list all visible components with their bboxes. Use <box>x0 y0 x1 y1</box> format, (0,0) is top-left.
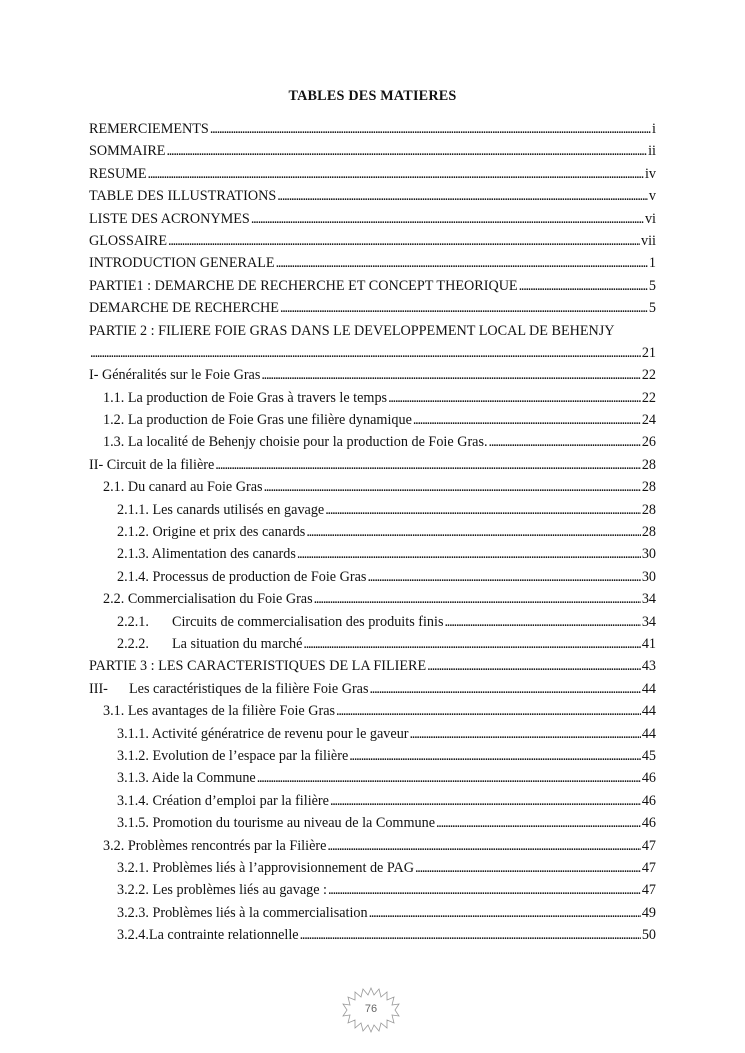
toc-entry-label: 3.1.5. Promotion du tourisme au niveau de la Commune <box>117 815 435 832</box>
toc-entry-page: v <box>648 188 656 205</box>
toc-entry-number: 2.2.2. <box>117 635 149 652</box>
dot-leader <box>166 140 647 162</box>
toc-entry-label: 3.2. Problèmes rencontrés par la Filière <box>103 837 327 854</box>
dot-leader <box>328 879 641 901</box>
toc-entry-label: 3.2.3. Problèmes liés à la commercialisation <box>117 904 368 921</box>
toc-entry-page: 5 <box>648 300 656 317</box>
toc-entry-page: vi <box>644 210 656 227</box>
toc-entry[interactable] <box>89 499 656 521</box>
toc-entry[interactable] <box>89 454 656 476</box>
toc-entry[interactable] <box>89 140 656 162</box>
toc-entry-label: 3.1. Les avantages de la filière Foie Gras <box>103 703 336 720</box>
toc-entry-label: 1.3. La localité de Behenjy choisie pour la production de Foie Gras. <box>103 434 488 451</box>
toc-entry[interactable] <box>89 163 656 185</box>
toc-entry-page: 47 <box>641 837 656 854</box>
toc-entry-page: vii <box>641 232 656 249</box>
toc-entry[interactable] <box>89 633 656 655</box>
toc-entry-label: 3.1.4. Création d’emploi par la filière <box>117 792 329 809</box>
toc-entry[interactable] <box>89 902 656 924</box>
dot-leader <box>330 790 641 812</box>
toc-entry-page: 24 <box>641 412 656 429</box>
toc-entry-label: Circuits de commercialisation des produits finis <box>172 613 444 630</box>
dot-leader <box>336 700 641 722</box>
toc-entry-page: 45 <box>641 747 656 764</box>
toc-entry-label: 2.2. Commercialisation du Foie Gras <box>103 591 313 608</box>
toc-entry[interactable] <box>89 387 656 409</box>
toc-entry-label: 3.2.1. Problèmes liés à l’approvisionnement de PAG <box>117 859 414 876</box>
toc-entry-label: 2.1.2. Origine et prix des canards <box>117 524 306 541</box>
toc-entry[interactable] <box>89 521 656 543</box>
dot-leader <box>277 185 648 207</box>
toc-entry[interactable] <box>89 700 656 722</box>
dot-leader <box>210 118 651 140</box>
toc-entry-page: 1 <box>648 255 656 272</box>
dot-leader <box>489 431 641 453</box>
toc-entry[interactable] <box>89 297 656 319</box>
dot-leader <box>370 678 641 700</box>
toc-entry-label: TABLE DES ILLUSTRATIONS <box>89 188 277 205</box>
toc-entry[interactable] <box>89 364 656 386</box>
dot-leader <box>303 633 640 655</box>
toc-entry[interactable] <box>89 230 656 252</box>
toc-entry-label: PARTIE1 : DEMARCHE DE RECHERCHE ET CONCEPT THEORIQUE <box>89 277 518 294</box>
toc-entry-label: 3.2.4.La contrainte relationnelle <box>117 927 299 944</box>
dot-leader <box>327 835 640 857</box>
dot-leader <box>90 342 641 364</box>
toc-entry[interactable] <box>89 275 656 297</box>
dot-leader <box>261 364 640 386</box>
toc-entry-label: SOMMAIRE <box>89 143 166 160</box>
toc-entry-label: 2.1. Du canard au Foie Gras <box>103 479 263 496</box>
dot-leader <box>369 902 641 924</box>
toc-entry-label: 3.1.1. Activité génératrice de revenu pour le gaveur <box>117 725 409 742</box>
dot-leader <box>410 723 641 745</box>
toc-entry[interactable] <box>89 320 656 365</box>
dot-leader <box>280 297 648 319</box>
toc-entry[interactable] <box>89 431 656 453</box>
dot-leader <box>148 163 644 185</box>
dot-leader <box>413 409 641 431</box>
toc-entry-label: 3.2.2. Les problèmes liés au gavage : <box>117 882 327 899</box>
toc-entry-label: REMERCIEMENTS <box>89 121 209 137</box>
dot-leader <box>251 208 644 230</box>
toc-entry-page: 47 <box>641 882 656 899</box>
toc-entry-label: 1.1. La production de Foie Gras à travers le temps <box>103 389 388 406</box>
dot-leader <box>444 611 640 633</box>
toc-entry-page: 28 <box>641 501 656 518</box>
toc-entry-page: iv <box>644 165 656 182</box>
dot-leader <box>325 499 641 521</box>
toc-entry-page: 46 <box>641 770 656 787</box>
dot-leader <box>215 454 641 476</box>
toc-title: TABLES DES MATIERES <box>288 88 457 104</box>
toc-entry[interactable] <box>89 543 656 565</box>
dot-leader <box>306 521 640 543</box>
toc-entry-page: 28 <box>641 479 656 496</box>
dot-leader <box>314 588 641 610</box>
toc-entry-label: PARTIE 2 : FILIERE FOIE GRAS DANS LE DEVELOPPEMENT LOCAL DE BEHENJY <box>89 322 615 339</box>
toc-entry-label: RESUME <box>89 165 147 182</box>
toc-entry-page: 34 <box>641 613 656 630</box>
toc-entry[interactable] <box>89 476 656 498</box>
toc-entry-page: 22 <box>641 389 656 406</box>
toc-entry-label: La situation du marché <box>172 635 303 652</box>
toc-entry-label: 1.2. La production de Foie Gras une filière dynamique <box>103 412 412 429</box>
toc-entry[interactable] <box>89 611 656 633</box>
toc-entry-label: GLOSSAIRE <box>89 232 168 249</box>
dot-leader <box>427 655 641 677</box>
toc-entry[interactable] <box>89 566 656 588</box>
dot-leader <box>349 745 641 767</box>
toc-entry-label: 3.1.2. Evolution de l’espace par la filière <box>117 747 349 764</box>
dot-leader <box>257 767 641 789</box>
toc-entry-page: 22 <box>641 367 656 384</box>
toc-entry-label: 2.1.4. Processus de production de Foie Gras <box>117 568 367 585</box>
toc-entry[interactable] <box>89 655 656 677</box>
toc-entry[interactable] <box>89 723 656 745</box>
dot-leader <box>276 252 648 274</box>
toc-entry-label: 3.1.3. Aide la Commune <box>117 770 256 787</box>
toc-entry-page: 28 <box>641 524 656 541</box>
dot-leader <box>300 924 641 946</box>
dot-leader <box>297 543 641 565</box>
toc-entry[interactable] <box>89 185 656 207</box>
page-number: 76 <box>364 1003 378 1015</box>
dot-leader <box>168 230 640 252</box>
toc-entry-number: 2.2.1. <box>117 613 149 630</box>
toc-entry-label: II- Circuit de la filière <box>89 456 215 473</box>
toc-entry-label: I- Généralités sur le Foie Gras <box>89 367 261 384</box>
toc-entry[interactable] <box>89 879 656 901</box>
table-of-contents <box>89 118 656 946</box>
toc-entry[interactable] <box>89 118 656 140</box>
page-number-badge <box>341 986 401 1034</box>
toc-entry-page: 50 <box>641 927 656 944</box>
toc-entry[interactable] <box>89 790 656 812</box>
toc-entry-page: 43 <box>641 658 656 675</box>
toc-entry[interactable] <box>89 208 656 230</box>
toc-entry[interactable] <box>89 924 656 946</box>
toc-entry[interactable] <box>89 767 656 789</box>
toc-entry-number: III- <box>89 680 108 697</box>
toc-entry[interactable] <box>89 409 656 431</box>
dot-leader <box>415 857 641 879</box>
toc-entry-page: 47 <box>641 859 656 876</box>
toc-entry-page: 21 <box>641 344 656 361</box>
toc-entry-label: LISTE DES ACRONYMES <box>89 210 250 227</box>
toc-entry[interactable] <box>89 745 656 767</box>
toc-entry-page: 41 <box>641 635 656 652</box>
dot-leader <box>519 275 648 297</box>
toc-entry-label: Les caractéristiques de la filière Foie Gras <box>129 680 369 697</box>
toc-entry[interactable] <box>89 588 656 610</box>
toc-entry[interactable] <box>89 678 656 700</box>
toc-entry-page: 30 <box>641 546 656 563</box>
dot-leader <box>388 387 641 409</box>
toc-entry[interactable] <box>89 252 656 274</box>
dot-leader <box>367 566 640 588</box>
toc-entry-page: 49 <box>641 904 656 921</box>
dot-leader <box>436 812 641 834</box>
toc-entry-page: 44 <box>641 725 656 742</box>
toc-entry-label: INTRODUCTION GENERALE <box>89 255 275 272</box>
toc-entry-page: ii <box>648 143 656 160</box>
toc-entry-page: 34 <box>641 591 656 608</box>
toc-entry[interactable] <box>89 835 656 857</box>
toc-entry[interactable] <box>89 857 656 879</box>
dot-leader <box>264 476 641 498</box>
toc-entry-page: 46 <box>641 792 656 809</box>
toc-entry-label: 2.1.3. Alimentation des canards <box>117 546 296 563</box>
toc-entry-page: i <box>652 121 656 137</box>
toc-entry-label: DEMARCHE DE RECHERCHE <box>89 300 279 317</box>
toc-entry[interactable] <box>89 812 656 834</box>
toc-entry-page: 46 <box>641 815 656 832</box>
toc-entry-page: 5 <box>648 277 656 294</box>
toc-entry-page: 26 <box>641 434 656 451</box>
toc-entry-page: 28 <box>641 456 656 473</box>
toc-entry-page: 30 <box>641 568 656 585</box>
toc-entry-label: PARTIE 3 : LES CARACTERISTIQUES DE LA FILIERE <box>89 658 427 675</box>
toc-entry-page: 44 <box>641 680 656 697</box>
toc-entry-page: 44 <box>641 703 656 720</box>
toc-entry-label: 2.1.1. Les canards utilisés en gavage <box>117 501 325 518</box>
